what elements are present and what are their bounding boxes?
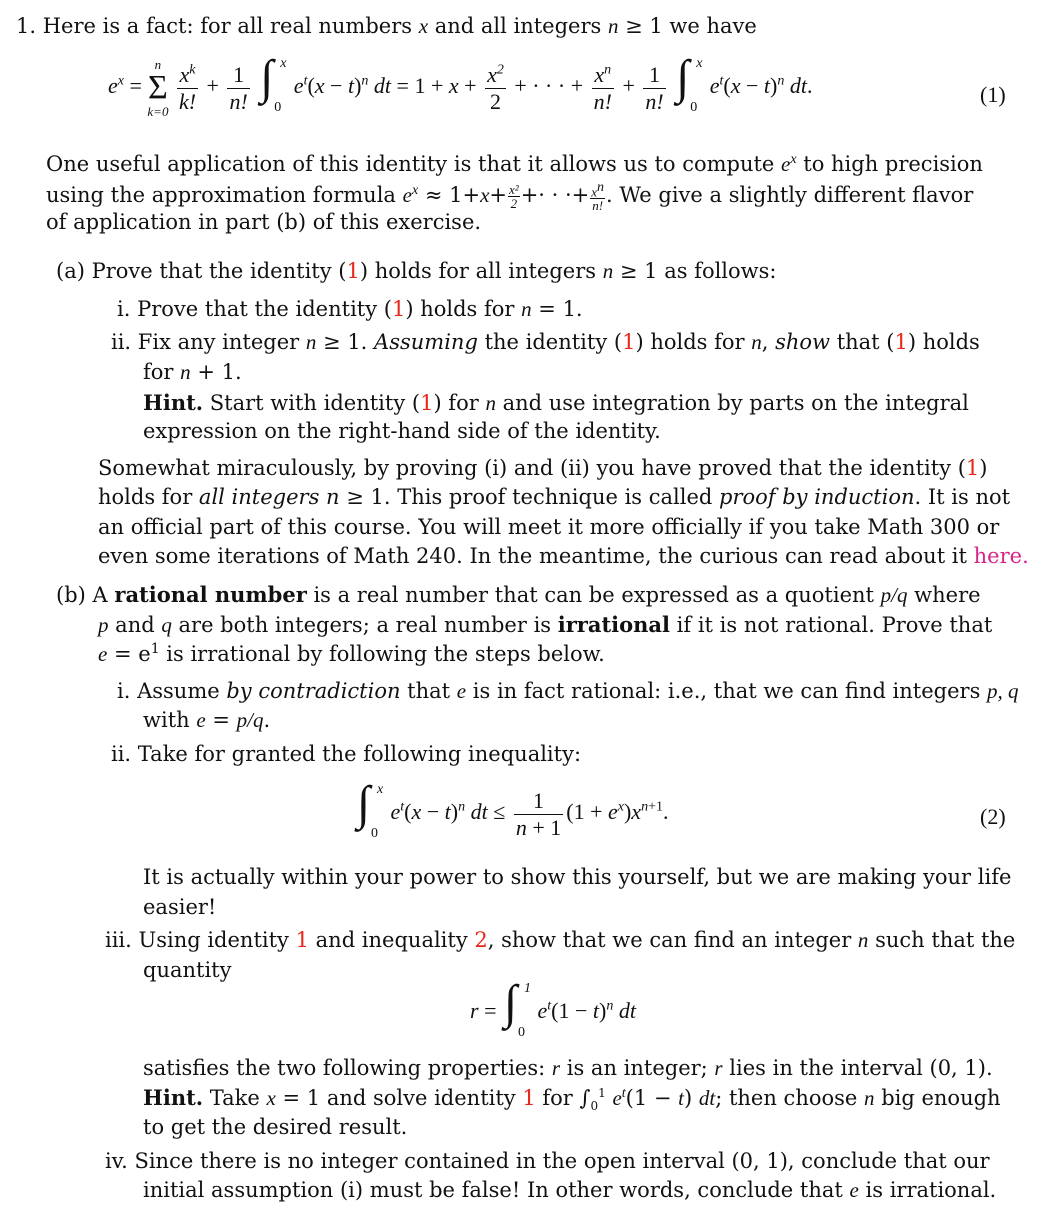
part-b-iii-line1: iii. Using identity 1 and inequality 2, show that we can find an integer n such that the <box>105 928 1016 952</box>
part-b-iii-line2: quantity <box>143 958 232 982</box>
para1-line3: of application in part (b) of this exercise. <box>46 210 482 234</box>
equation-2: ∫ x 0 $e^t(x - t)^n$ dt ≤ $\frac{1}{n + 1}$ $(1 + e^x)x^{n+1}$. <box>357 777 669 841</box>
part-a-header: (a) Prove that the identity (1) holds for all integers n ≥ 1 as follows: <box>56 259 777 283</box>
equation-r: r = ∫ 1 0 $e^t(1 - t)^n$ dt <box>470 976 636 1040</box>
para1-line2: using the approximation formula $e^x \approx 1+x+$ $\frac{\text{x²}}{2}$ +· · ·+ $\frac{x^n}{n!}$ . We give a slightly different flavor <box>46 180 974 214</box>
part-a-hint-line1: Hint. Start with identity (1) for n and use integration by parts on the integral <box>143 390 969 415</box>
part-b-after2-line1: It is actually within your power to show this yourself, but we are making your life <box>143 865 1012 889</box>
part-b-line2: p and q are both integers; a real number is irrational if it is not rational. Prove that <box>98 612 993 637</box>
part-b-iv-line2: initial assumption (i) must be false! In other words, conclude that e is irrational. <box>143 1178 997 1202</box>
part-a-i: i. Prove that the identity (1) holds for n = 1. <box>117 297 583 321</box>
equation-1: $e^x = n$ Σ k=0 $\frac{x^k}{k!}$ + $\frac{1}{n!}$ ∫ x 0 $e^t(x - t)^n$ dt = 1 + x + $\frac{x^2}{2}$ + · · · + $\frac{x^n}{n!}$ + $\frac{1}{n!}$ ∫ x 0 $e^t(x - t)^n$ dt. <box>108 51 813 119</box>
part-b-after2-line2: easier! <box>143 895 217 919</box>
part-b-i-line1: i. Assume by contradiction that e is in fact rational: i.e., that we can find integers p, q <box>117 679 1019 703</box>
part-a-note-line3: an official part of this course. You will meet it more officially if you take Math 300 or <box>98 515 1000 539</box>
here-link[interactable]: here. <box>973 544 1029 568</box>
part-b-hint-line1: Hint. Take x = 1 and solve identity 1 for $\int_0^1$ $e^t(1 - t)$ dt; then choose n big enough <box>143 1085 1001 1114</box>
part-a-note-line4: even some iterations of Math 240. In the meantime, the curious can read about it here. <box>98 544 1029 568</box>
part-a-note-line2: holds for all integers n ≥ 1. This proof technique is called proof by induction. It is not <box>98 485 1011 509</box>
part-b-ii: ii. Take for granted the following inequality: <box>111 742 582 766</box>
para1-line1: One useful application of this identity is that it allows us to compute $e^x$ to high precision <box>46 152 983 176</box>
problem-number: 1. <box>16 14 37 38</box>
equation-2-label: (2) <box>980 804 1006 829</box>
part-b-hint-line2: to get the desired result. <box>143 1115 408 1139</box>
part-a-ii-line1: ii. Fix any integer n ≥ 1. Assuming the identity (1) holds for n, show that (1) holds <box>111 330 980 354</box>
part-b-props: satisfies the two following properties: r is an integer; r lies in the interval (0, 1). <box>143 1056 993 1080</box>
part-b-line1: (b) A rational number is a real number that can be expressed as a quotient p/q where <box>56 582 981 607</box>
problem-intro: 1. Here is a fact: for all real numbers x and all integers n ≥ 1 we have <box>16 14 757 38</box>
part-a-ii-line2: for n + 1. <box>143 360 242 384</box>
part-b-line3: $e = e^1$ is irrational by following the steps below. <box>98 641 605 666</box>
part-a-hint-line2: expression on the right-hand side of the identity. <box>143 419 661 443</box>
part-a-note-line1: Somewhat miraculously, by proving (i) and (ii) you have proved that the identity (1) <box>98 456 988 480</box>
equation-1-label: (1) <box>980 82 1006 107</box>
part-b-i-line2: with e = p/q. <box>143 708 271 732</box>
part-b-iv-line1: iv. Since there is no integer contained in the open interval (0, 1), conclude that our <box>105 1149 990 1173</box>
